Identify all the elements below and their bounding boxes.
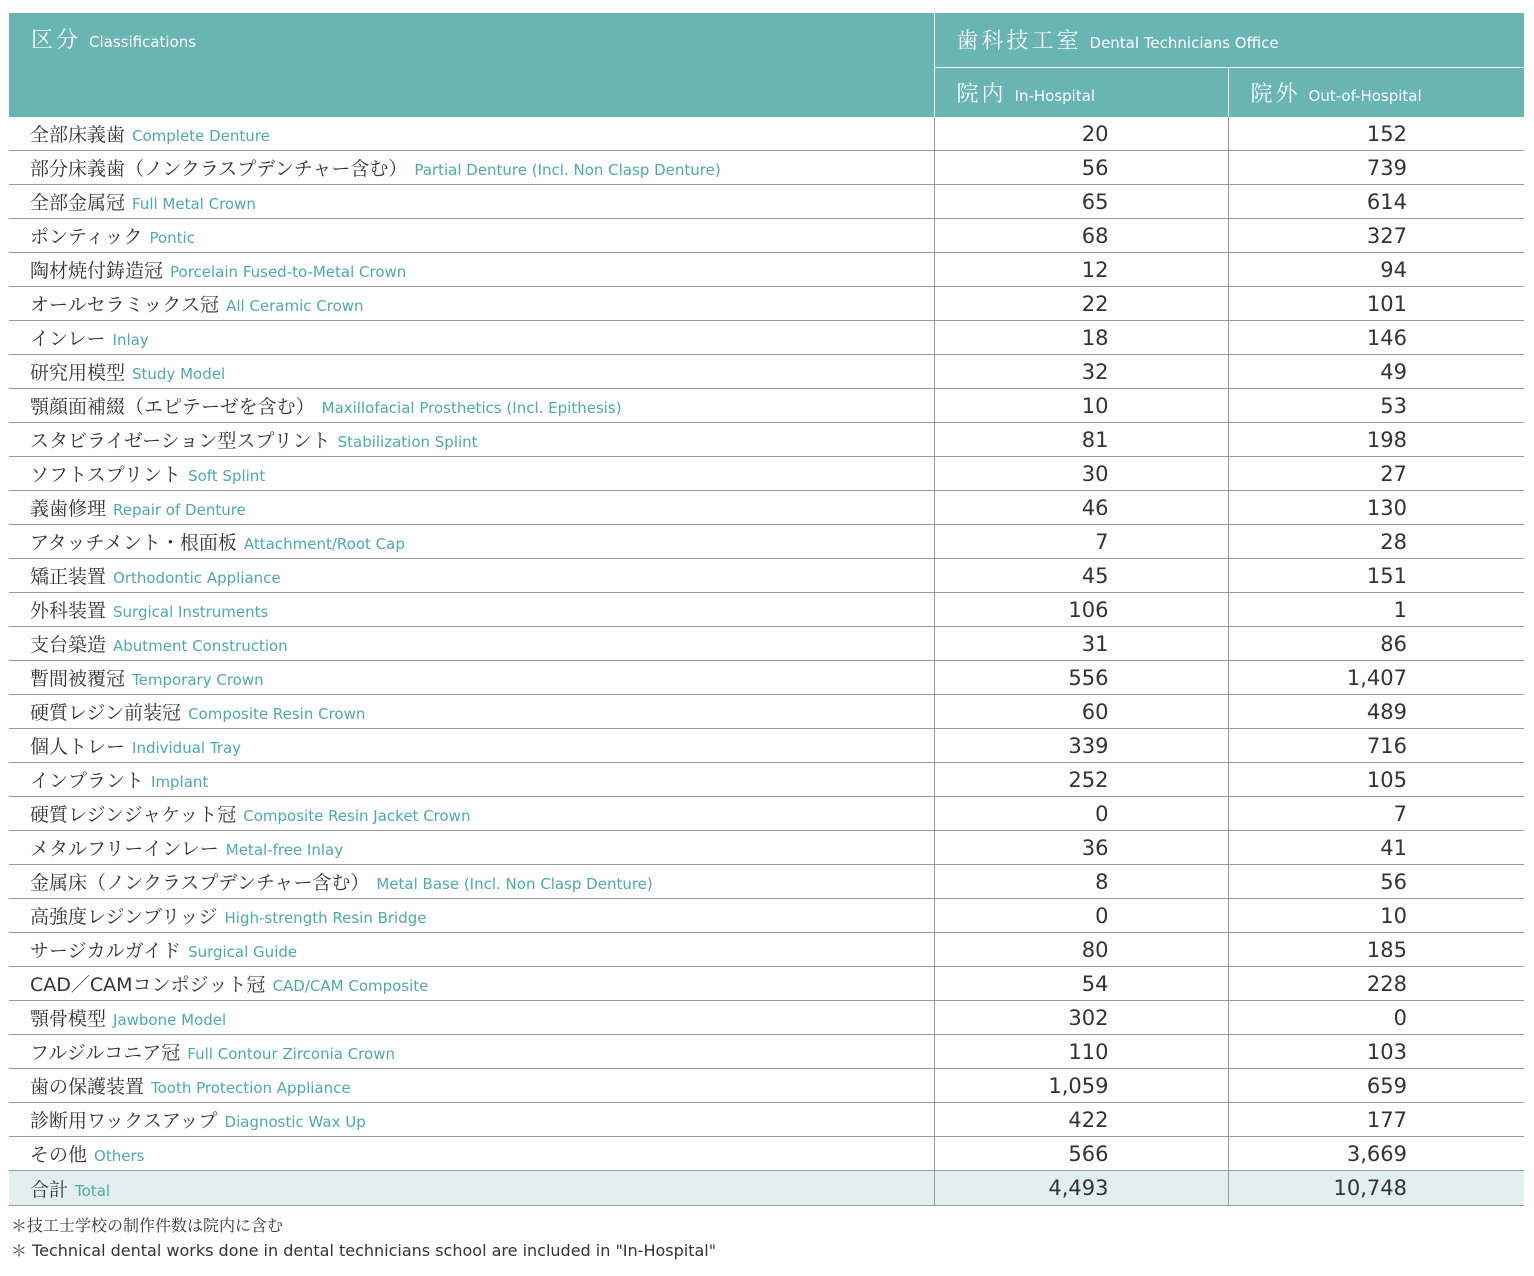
- table-row: [9, 593, 1524, 627]
- out-of-hospital-value: 614: [1228, 185, 1524, 219]
- table-row: [9, 355, 1524, 389]
- classification-jp: オールセラミックス冠: [30, 294, 220, 316]
- out-of-hospital-header-jp: 院外: [1250, 81, 1301, 107]
- classification-jp: 高強度レジンブリッジ: [30, 906, 218, 928]
- classification-en: Porcelain Fused-to-Metal Crown: [170, 263, 407, 281]
- classification-jp: ポンティック: [30, 226, 143, 248]
- in-hospital-value: 20: [934, 117, 1228, 151]
- classification-cell: [9, 831, 934, 865]
- in-hospital-value: 18: [934, 321, 1228, 355]
- classification-en: Study Model: [132, 365, 226, 383]
- classification-jp: 陶材焼付鋳造冠: [30, 260, 164, 282]
- table-row: [9, 967, 1524, 1001]
- out-of-hospital-value: 228: [1228, 967, 1524, 1001]
- classification-jp: 金属床（ノンクラスプデンチャー含む）: [30, 872, 370, 894]
- classification-jp: 顎顔面補綴（エピテーゼを含む）: [30, 396, 315, 418]
- classification-en: Attachment/Root Cap: [243, 535, 405, 553]
- office-header-en: Dental Technicians Office: [1089, 34, 1279, 53]
- classification-cell: [9, 593, 934, 627]
- classification-jp: CAD／CAMコンポジット冠: [30, 974, 266, 996]
- office-header-jp: 歯科技工室: [956, 29, 1082, 55]
- table-header: [9, 13, 1524, 117]
- table-row: [9, 117, 1524, 151]
- classification-jp: 全部床義歯: [30, 124, 126, 146]
- table-row: [9, 1001, 1524, 1035]
- out-of-hospital-header-en: Out-of-Hospital: [1308, 86, 1422, 105]
- classification-jp: フルジルコニア冠: [30, 1042, 181, 1064]
- classification-jp: メタルフリーインレー: [30, 838, 219, 860]
- classification-cell: [9, 1035, 934, 1069]
- classification-cell: [9, 967, 934, 1001]
- table-row: [9, 729, 1524, 763]
- classification-cell: [9, 525, 934, 559]
- out-of-hospital-value: 716: [1228, 729, 1524, 763]
- table-row: [9, 559, 1524, 593]
- classification-cell: [9, 457, 934, 491]
- in-hospital-value: 8: [934, 865, 1228, 899]
- out-of-hospital-value: 146: [1228, 321, 1524, 355]
- out-of-hospital-value: 49: [1228, 355, 1524, 389]
- table-row: [9, 797, 1524, 831]
- classification-cell: [9, 355, 934, 389]
- out-of-hospital-value: 489: [1228, 695, 1524, 729]
- out-of-hospital-value: 10: [1228, 899, 1524, 933]
- in-hospital-value: 0: [934, 899, 1228, 933]
- classification-cell: [9, 1171, 934, 1206]
- classification-jp: 硬質レジン前装冠: [30, 702, 182, 724]
- classification-jp: スタビライゼーション型スプリント: [30, 430, 331, 452]
- in-hospital-value: 422: [934, 1103, 1228, 1137]
- classification-cell: [9, 865, 934, 899]
- classification-jp: その他: [30, 1144, 88, 1166]
- classification-en: High-strength Resin Bridge: [224, 909, 427, 927]
- classification-en: Repair of Denture: [113, 501, 246, 519]
- out-of-hospital-value: 152: [1228, 117, 1524, 151]
- in-hospital-value: 566: [934, 1137, 1228, 1171]
- classification-jp: 外科装置: [30, 600, 107, 622]
- table-row: [9, 151, 1524, 185]
- in-hospital-value: 65: [934, 185, 1228, 219]
- in-hospital-value: 302: [934, 1001, 1228, 1035]
- in-hospital-value: 252: [934, 763, 1228, 797]
- footnotes: [11, 1213, 716, 1263]
- classification-jp: 暫間被覆冠: [30, 668, 126, 690]
- classification-en: Composite Resin Jacket Crown: [243, 807, 471, 825]
- classification-en: Tooth Protection Appliance: [151, 1079, 351, 1097]
- classification-cell: [9, 219, 934, 253]
- table-row: [9, 525, 1524, 559]
- out-of-hospital-value: 3,669: [1228, 1137, 1524, 1171]
- in-hospital-value: 36: [934, 831, 1228, 865]
- classification-cell: [9, 423, 934, 457]
- classification-jp: 研究用模型: [30, 362, 126, 384]
- out-of-hospital-value: 103: [1228, 1035, 1524, 1069]
- classification-en: Soft Splint: [188, 467, 266, 485]
- out-of-hospital-value: 177: [1228, 1103, 1524, 1137]
- in-hospital-header-en: In-Hospital: [1014, 86, 1096, 105]
- in-hospital-value: 12: [934, 253, 1228, 287]
- classification-cell: [9, 287, 934, 321]
- table-row: [9, 1103, 1524, 1137]
- out-of-hospital-value: 56: [1228, 865, 1524, 899]
- out-of-hospital-value: 151: [1228, 559, 1524, 593]
- classification-en: All Ceramic Crown: [226, 297, 364, 315]
- classification-cell: [9, 389, 934, 423]
- dental-works-table: [9, 13, 1524, 1206]
- dental-works-table-container: [9, 13, 1524, 1206]
- classification-en: CAD/CAM Composite: [272, 977, 429, 995]
- classification-en: Orthodontic Appliance: [113, 569, 281, 587]
- in-hospital-value: 54: [934, 967, 1228, 1001]
- classification-en: Metal Base (Incl. Non Clasp Denture): [376, 875, 653, 893]
- in-hospital-value: 1,059: [934, 1069, 1228, 1103]
- classification-en: Temporary Crown: [132, 671, 264, 689]
- classification-en: Pontic: [149, 229, 195, 247]
- out-of-hospital-value: 0: [1228, 1001, 1524, 1035]
- table-row: [9, 695, 1524, 729]
- classification-en: Full Contour Zirconia Crown: [187, 1045, 395, 1063]
- out-of-hospital-value: 327: [1228, 219, 1524, 253]
- classification-en: Surgical Guide: [188, 943, 298, 961]
- classification-en: Complete Denture: [132, 127, 270, 145]
- classification-cell: [9, 1103, 934, 1137]
- classification-en: Composite Resin Crown: [188, 705, 366, 723]
- classification-cell: [9, 1001, 934, 1035]
- classification-jp: アタッチメント・根面板: [30, 532, 237, 554]
- classification-jp: ソフトスプリント: [30, 464, 182, 486]
- classification-cell: [9, 321, 934, 355]
- classification-cell: [9, 763, 934, 797]
- table-row: [9, 831, 1524, 865]
- classification-en: Inlay: [112, 331, 149, 349]
- out-of-hospital-value: 94: [1228, 253, 1524, 287]
- classification-cell: [9, 627, 934, 661]
- classification-cell: [9, 491, 934, 525]
- classifications-header-jp: 区分: [31, 28, 82, 53]
- in-hospital-value: 4,493: [934, 1171, 1228, 1206]
- table-row: [9, 933, 1524, 967]
- in-hospital-value: 0: [934, 797, 1228, 831]
- classification-jp: サージカルガイド: [30, 940, 182, 962]
- table-row: [9, 491, 1524, 525]
- out-of-hospital-value: 1: [1228, 593, 1524, 627]
- classification-cell: [9, 899, 934, 933]
- table-row: [9, 763, 1524, 797]
- in-hospital-value: 106: [934, 593, 1228, 627]
- in-hospital-value: 31: [934, 627, 1228, 661]
- classification-cell: [9, 729, 934, 763]
- classification-en: Stabilization Splint: [337, 433, 478, 451]
- in-hospital-value: 7: [934, 525, 1228, 559]
- table-row: [9, 389, 1524, 423]
- in-hospital-value: 339: [934, 729, 1228, 763]
- in-hospital-value: 46: [934, 491, 1228, 525]
- total-row: [9, 1171, 1524, 1206]
- table-row: [9, 1069, 1524, 1103]
- out-of-hospital-value: 198: [1228, 423, 1524, 457]
- classification-cell: [9, 695, 934, 729]
- classification-en: Metal-free Inlay: [225, 841, 344, 859]
- classification-en: Individual Tray: [132, 739, 242, 757]
- table-row: [9, 321, 1524, 355]
- table-row: [9, 661, 1524, 695]
- classification-jp: 歯の保護装置: [30, 1076, 145, 1098]
- classification-cell: [9, 151, 934, 185]
- table-row: [9, 627, 1524, 661]
- out-of-hospital-value: 41: [1228, 831, 1524, 865]
- in-hospital-value: 45: [934, 559, 1228, 593]
- classification-en: Diagnostic Wax Up: [224, 1113, 366, 1131]
- in-hospital-value: 10: [934, 389, 1228, 423]
- classification-cell: [9, 661, 934, 695]
- classification-en: Maxillofacial Prosthetics (Incl. Epithesis): [321, 399, 622, 417]
- classification-cell: [9, 1137, 934, 1171]
- table-row: [9, 1137, 1524, 1171]
- out-of-hospital-header: [1228, 67, 1524, 117]
- out-of-hospital-value: 101: [1228, 287, 1524, 321]
- classification-cell: [9, 185, 934, 219]
- out-of-hospital-value: 27: [1228, 457, 1524, 491]
- classification-cell: [9, 559, 934, 593]
- out-of-hospital-value: 739: [1228, 151, 1524, 185]
- classification-jp: インプラント: [30, 770, 145, 792]
- classification-cell: [9, 933, 934, 967]
- out-of-hospital-value: 7: [1228, 797, 1524, 831]
- classification-en: Surgical Instruments: [113, 603, 269, 621]
- out-of-hospital-value: 28: [1228, 525, 1524, 559]
- classification-cell: [9, 253, 934, 287]
- classification-jp: 硬質レジンジャケット冠: [30, 804, 237, 826]
- classifications-header: [9, 13, 934, 117]
- in-hospital-value: 30: [934, 457, 1228, 491]
- in-hospital-value: 110: [934, 1035, 1228, 1069]
- out-of-hospital-value: 10,748: [1228, 1171, 1524, 1206]
- classification-jp: 義歯修理: [30, 498, 107, 520]
- classification-jp: 矯正装置: [30, 566, 107, 588]
- classification-en: Abutment Construction: [113, 637, 288, 655]
- classification-jp: 個人トレー: [30, 736, 126, 758]
- table-row: [9, 219, 1524, 253]
- in-hospital-value: 32: [934, 355, 1228, 389]
- in-hospital-value: 81: [934, 423, 1228, 457]
- footnote-jp: ＊技工士学校の制作件数は院内に含む: [11, 1216, 284, 1235]
- in-hospital-value: 556: [934, 661, 1228, 695]
- classification-jp: 顎骨模型: [30, 1008, 107, 1030]
- in-hospital-value: 56: [934, 151, 1228, 185]
- in-hospital-header: [934, 67, 1228, 117]
- classification-jp: 全部金属冠: [30, 192, 126, 214]
- out-of-hospital-value: 86: [1228, 627, 1524, 661]
- footnote-en: ＊ Technical dental works done in dental technicians school are included in "In-Hospital": [11, 1241, 717, 1260]
- table-row: [9, 457, 1524, 491]
- out-of-hospital-value: 130: [1228, 491, 1524, 525]
- table-row: [9, 1035, 1524, 1069]
- office-header: [934, 13, 1524, 67]
- classification-en: Full Metal Crown: [132, 195, 256, 213]
- in-hospital-header-jp: 院内: [956, 81, 1007, 107]
- out-of-hospital-value: 185: [1228, 933, 1524, 967]
- classification-jp: インレー: [30, 328, 106, 350]
- out-of-hospital-value: 53: [1228, 389, 1524, 423]
- table-body: [9, 117, 1524, 1206]
- in-hospital-value: 60: [934, 695, 1228, 729]
- table-row: [9, 287, 1524, 321]
- table-row: [9, 865, 1524, 899]
- classification-en: Total: [75, 1181, 111, 1200]
- classification-en: Jawbone Model: [113, 1011, 227, 1029]
- classification-en: Others: [94, 1147, 145, 1165]
- classification-jp: 支台築造: [30, 634, 107, 656]
- classification-jp: 診断用ワックスアップ: [30, 1110, 218, 1132]
- table-row: [9, 253, 1524, 287]
- in-hospital-value: 80: [934, 933, 1228, 967]
- classification-en: Implant: [151, 773, 209, 791]
- classification-en: Partial Denture (Incl. Non Clasp Denture): [414, 161, 721, 179]
- classification-cell: [9, 117, 934, 151]
- classifications-header-en: Classifications: [89, 33, 197, 51]
- table-row: [9, 185, 1524, 219]
- out-of-hospital-value: 1,407: [1228, 661, 1524, 695]
- out-of-hospital-value: 105: [1228, 763, 1524, 797]
- in-hospital-value: 68: [934, 219, 1228, 253]
- classification-cell: [9, 1069, 934, 1103]
- out-of-hospital-value: 659: [1228, 1069, 1524, 1103]
- table-row: [9, 899, 1524, 933]
- classification-jp: 合計: [30, 1178, 69, 1201]
- classification-jp: 部分床義歯（ノンクラスプデンチャー含む）: [30, 158, 408, 180]
- table-row: [9, 423, 1524, 457]
- classification-cell: [9, 797, 934, 831]
- in-hospital-value: 22: [934, 287, 1228, 321]
